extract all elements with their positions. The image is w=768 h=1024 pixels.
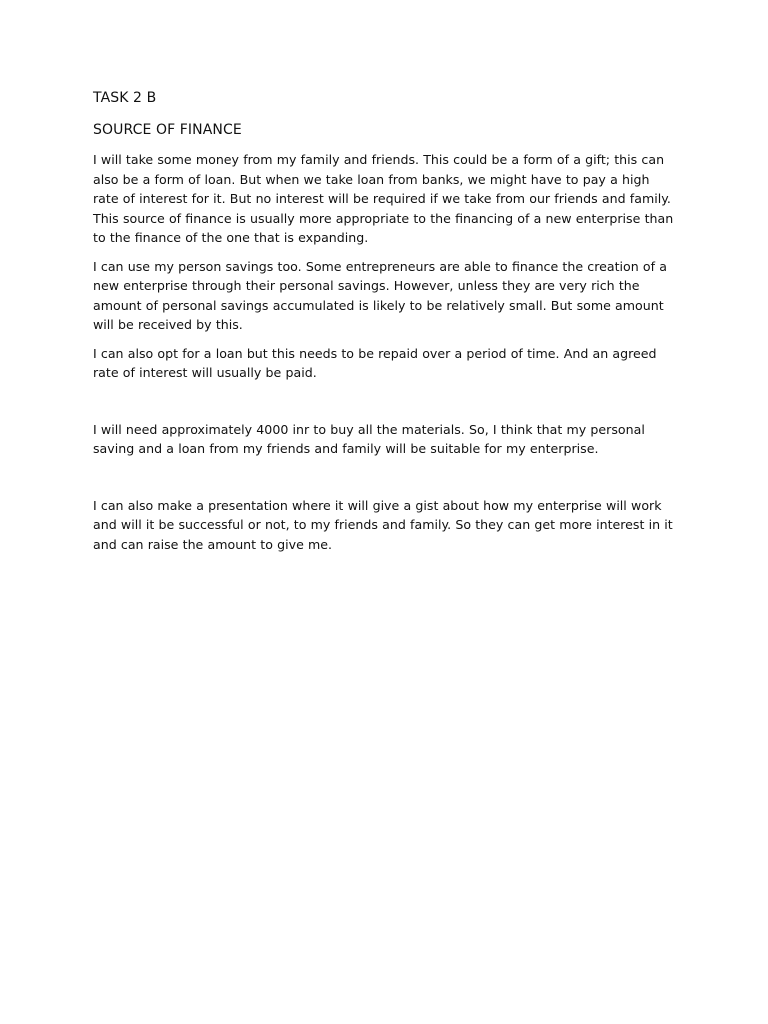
document-title: TASK 2 B [93,90,157,106]
paragraph-amount-needed: I will need approximately 4000 inr to buy all the materials. So, I think that my personal saving and a loan from my friends and family will be suitable for my enterprise. [93,421,645,456]
paragraph-presentation: I can also make a presentation where it will give a gist about how my enterprise will work and will it be successful or not, to my friends and family. So they can get more interest in it and can raise the amount to give me. [93,497,673,552]
paragraph-family-friends: I will take some money from my family and friends. This could be a form of a gift; this can also be a form of loan. But when we take loan from banks, we might have to pay a high rate of interest for it. But no interest will be required if we take from our friends and family. This source of finance is usually more appropriate to the financing of a new enterprise than to the finance of the one that is expanding. [93,152,674,245]
document-body [93,89,678,563]
paragraph-loan: I can also opt for a loan but this needs to be repaid over a period of time. And an agreed rate of interest will usually be paid. [93,345,657,380]
section-title: SOURCE OF FINANCE [93,122,242,138]
paragraph-personal-savings: I can use my person savings too. Some entrepreneurs are able to finance the creation of a new enterprise through their personal savings. However, unless they are very rich the amount of personal savings accumulated is likely to be relatively small. But some amount will be received by this. [93,258,667,332]
